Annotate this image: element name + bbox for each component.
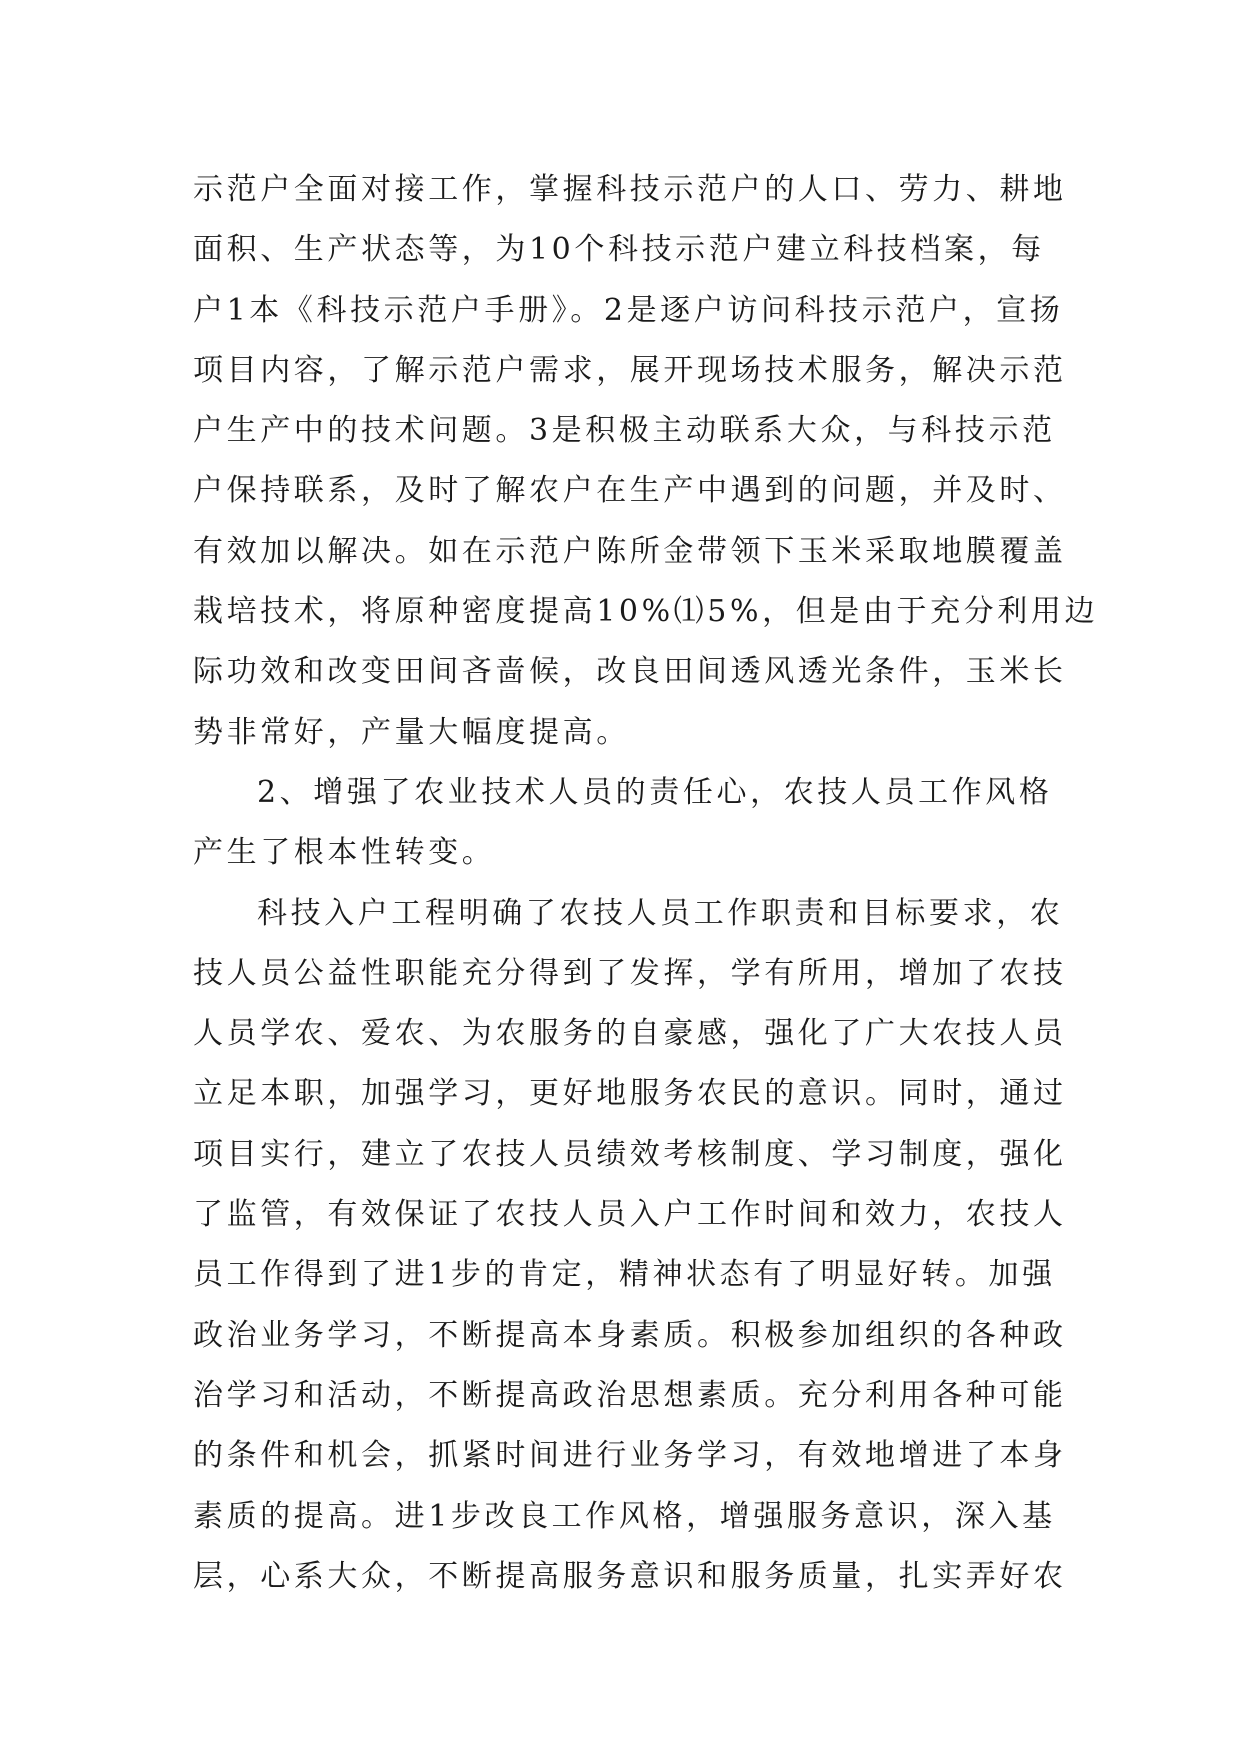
text-line: 素质的提高。进1步改良工作风格，增强服务意识，深入基 xyxy=(193,1498,1056,1534)
text-line: 立足本职，加强学习，更好地服务农民的意识。同时，通过 xyxy=(193,1076,1067,1112)
text-line: 政治业务学习，不断提高本身素质。积极参加组织的各种政 xyxy=(193,1317,1067,1353)
text-line: 面积、生产状态等，为10个科技示范户建立科技档案，每 xyxy=(193,232,1045,268)
text-line: 人员学农、爱农、为农服务的自豪感，强化了广大农技人员 xyxy=(193,1016,1067,1052)
section-heading-line: 2、增强了农业技术人员的责任心，农技人员工作风格 xyxy=(257,774,1053,810)
text-line: 户生产中的技术问题。3是积极主动联系大众，与科技示范 xyxy=(193,413,1056,449)
text-line: 项目实行，建立了农技人员绩效考核制度、学习制度，强化 xyxy=(193,1136,1067,1172)
text-line: 的条件和机会，抓紧时间进行业务学习，有效地增进了本身 xyxy=(193,1438,1067,1474)
text-line: 项目内容，了解示范户需求，展开现场技术服务，解决示范 xyxy=(193,352,1067,388)
text-line: 示范户全面对接工作，掌握科技示范户的人口、劳力、耕地 xyxy=(193,172,1067,207)
paragraph-first-line: 科技入户工程明确了农技人员工作职责和目标要求，农 xyxy=(257,895,1064,931)
text-line: 栽培技术，将原种密度提高10%⑴5%，但是由于充分利用边 xyxy=(193,594,1099,630)
text-line: 员工作得到了进1步的肯定，精神状态有了明显好转。加强 xyxy=(193,1257,1056,1293)
text-line: 技人员公益性职能充分得到了发挥，学有所用，增加了农技 xyxy=(193,955,1067,991)
text-line: 户保持联系，及时了解农户在生产中遇到的问题，并及时、 xyxy=(193,473,1067,509)
text-line: 际功效和改变田间吝啬候，改良田间透风透光条件，玉米长 xyxy=(193,654,1067,690)
text-line: 了监管，有效保证了农技人员入户工作时间和效力，农技人 xyxy=(193,1197,1067,1233)
text-line: 势非常好，产量大幅度提高。 xyxy=(193,714,630,750)
body-text xyxy=(193,160,1099,1607)
text-line: 治学习和活动，不断提高政治思想素质。充分利用各种可能 xyxy=(193,1377,1067,1413)
text-line: 有效加以解决。如在示范户陈所金带领下玉米采取地膜覆盖 xyxy=(193,533,1067,569)
text-line: 层，心系大众，不断提高服务意识和服务质量，扎实弄好农 xyxy=(193,1558,1067,1594)
section-heading-line: 产生了根本性转变。 xyxy=(193,835,496,871)
text-line: 户1本《科技示范户手册》。2是逐户访问科技示范户，宣扬 xyxy=(193,292,1064,328)
